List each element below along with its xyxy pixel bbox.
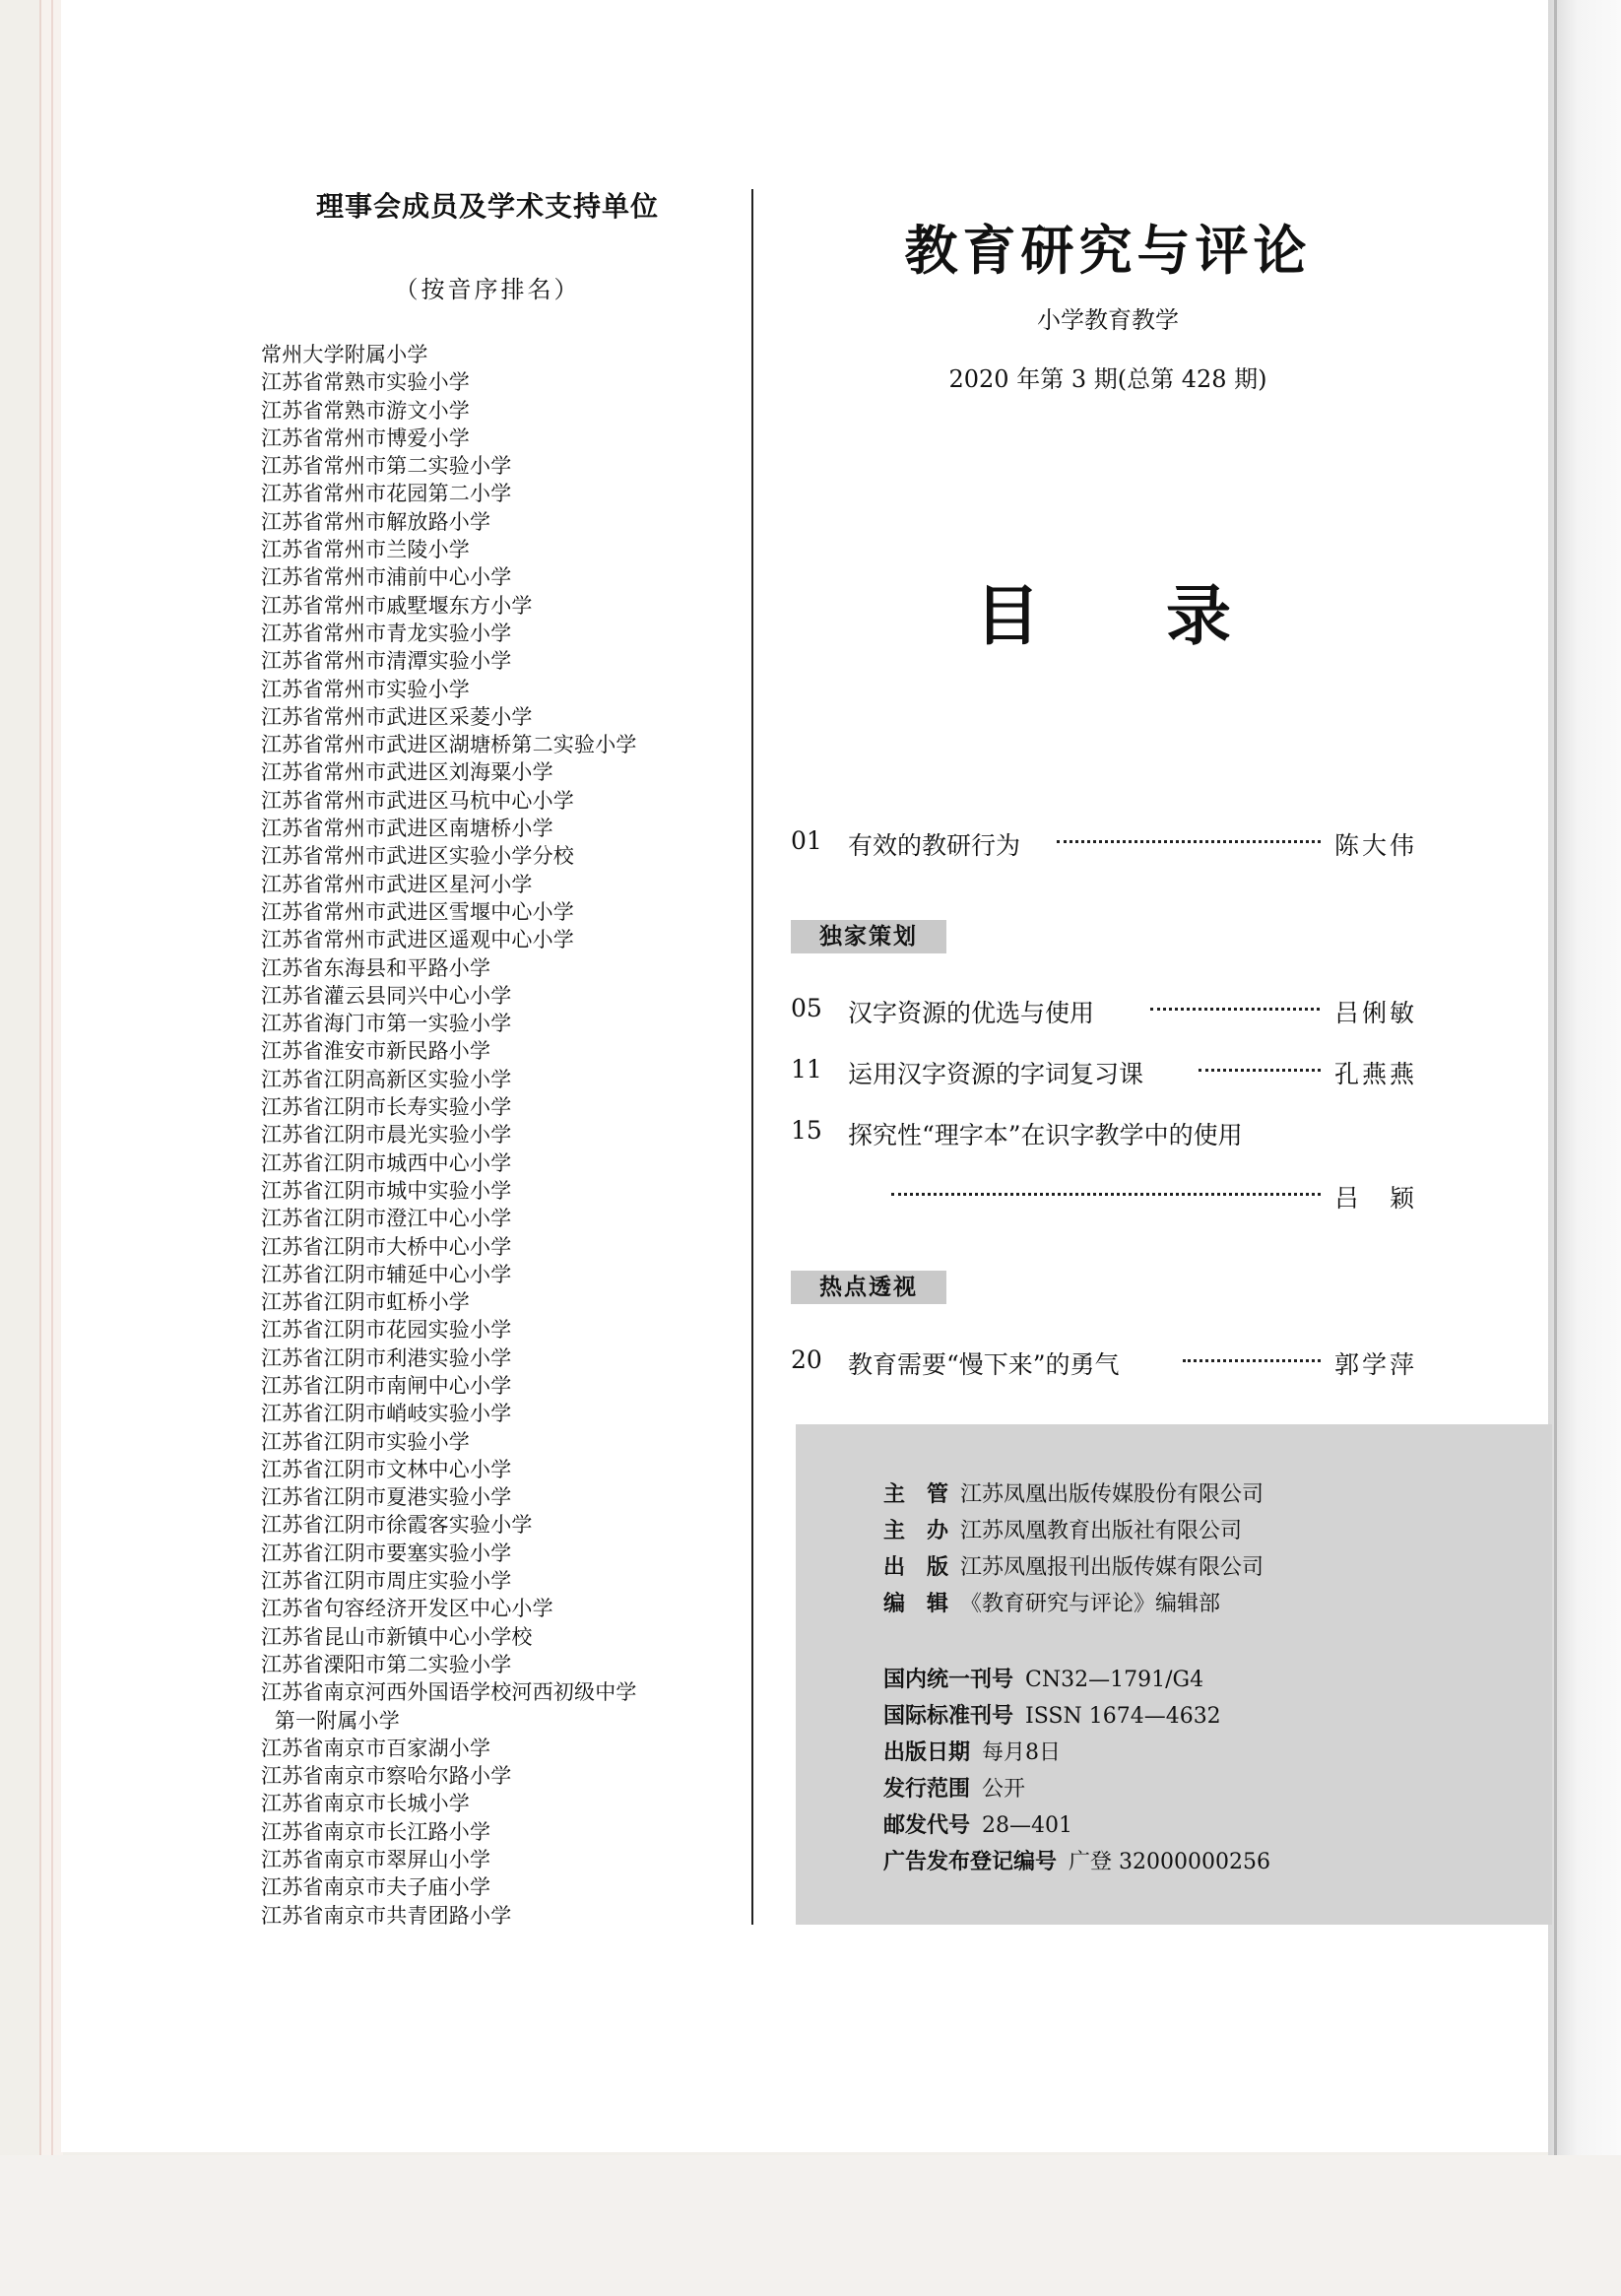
member-item: 江苏省江阴市城中实验小学	[261, 1178, 512, 1203]
info-value: 江苏凤凰出版传媒股份有限公司	[960, 1482, 1264, 1507]
member-item: 江苏省江阴市城西中心小学	[261, 1150, 512, 1175]
member-item: 江苏省江阴高新区实验小学	[261, 1067, 512, 1091]
info-row-issn	[883, 1699, 1221, 1730]
info-key: 广告发布登记编号	[883, 1850, 1058, 1874]
section-label-hot-topics: 热点透视	[791, 1271, 946, 1304]
member-item: 江苏省江阴市文林中心小学	[261, 1457, 512, 1481]
column-divider	[751, 189, 753, 1925]
journal-title: 教育研究与评论	[904, 220, 1312, 282]
member-item: 江苏省南京市翠屏山小学	[261, 1848, 491, 1872]
toc-entry-author: 孔燕燕	[1333, 1060, 1417, 1088]
toc-entry-title: 有效的教研行为	[848, 831, 1021, 860]
toc-entry-page: 01	[791, 826, 822, 855]
info-row-postal-code	[883, 1808, 1072, 1839]
toc-leader-dots	[1199, 1065, 1321, 1072]
toc-entry-page: 11	[791, 1055, 822, 1083]
member-item: 江苏省常州市武进区采菱小学	[261, 704, 533, 729]
member-item: 江苏省东海县和平路小学	[261, 955, 491, 980]
member-item: 江苏省南京市夫子庙小学	[261, 1875, 491, 1900]
member-item: 江苏省江阴市长寿实验小学	[261, 1095, 512, 1120]
member-item: 常州大学附属小学	[261, 343, 428, 366]
scan-bottom-margin	[0, 2155, 1621, 2296]
info-value: 28—401	[982, 1813, 1073, 1838]
member-item: 江苏省江阴市峭岐实验小学	[261, 1402, 512, 1426]
member-item: 江苏省江阴市虹桥小学	[261, 1290, 470, 1315]
page-edge-right	[1548, 0, 1621, 2296]
member-item: 江苏省南京市共青团路小学	[261, 1903, 512, 1928]
member-item: 江苏省南京市百家湖小学	[261, 1736, 491, 1760]
toc-entry-page: 15	[791, 1116, 822, 1145]
info-row-ad-license	[883, 1845, 1270, 1875]
member-item: 江苏省常州市实验小学	[261, 677, 470, 701]
member-item: 第一附属小学	[261, 1708, 400, 1733]
member-item: 江苏省常州市武进区马杭中心小学	[261, 788, 574, 813]
toc-entry[interactable]	[791, 1116, 1417, 1214]
info-value: 每月8日	[982, 1740, 1062, 1765]
section-label-exclusive: 独家策划	[791, 920, 946, 953]
member-item: 江苏省南京市察哈尔路小学	[261, 1764, 512, 1789]
member-item: 江苏省南京市长城小学	[261, 1792, 470, 1816]
info-key: 主 办	[883, 1519, 949, 1543]
info-key: 发行范围	[883, 1777, 971, 1802]
info-value: 公开	[982, 1777, 1026, 1802]
member-item: 江苏省常州市武进区南塘桥小学	[261, 817, 553, 841]
page-edge-line	[51, 0, 53, 2157]
toc-entry-title: 运用汉字资源的字词复习课	[848, 1060, 1144, 1088]
member-item: 江苏省常州市花园第二小学	[261, 482, 512, 506]
toc-leader-dots	[1183, 1355, 1321, 1362]
member-item: 江苏省灌云县同兴中心小学	[261, 983, 512, 1008]
toc-entry-author: 陈大伟	[1333, 831, 1417, 860]
info-value: 江苏凤凰教育出版社有限公司	[960, 1519, 1243, 1543]
info-value: ISSN 1674—4632	[1025, 1704, 1221, 1729]
toc-entry[interactable]	[791, 826, 1417, 860]
members-title: 理事会成员及学术支持单位	[315, 190, 659, 223]
member-item: 江苏省南京市长江路小学	[261, 1819, 491, 1844]
toc-entry-title: 教育需要“慢下来”的勇气	[848, 1350, 1120, 1379]
info-row-date	[883, 1736, 1061, 1766]
info-row-publisher	[883, 1550, 1264, 1581]
info-key: 国际标准刊号	[883, 1704, 1014, 1729]
info-row-distribution	[883, 1772, 1025, 1803]
member-item: 江苏省常州市博爱小学	[261, 426, 470, 450]
member-item: 江苏省常州市解放路小学	[261, 509, 491, 534]
member-item: 江苏省江阴市徐霞客实验小学	[261, 1513, 533, 1538]
member-item: 江苏省江阴市周庄实验小学	[261, 1569, 512, 1594]
info-key: 出 版	[883, 1555, 949, 1580]
member-item: 江苏省江阴市晨光实验小学	[261, 1123, 512, 1148]
member-item: 江苏省常州市武进区实验小学分校	[261, 844, 574, 869]
toc-entry[interactable]	[791, 994, 1417, 1027]
member-item: 江苏省江阴市利港实验小学	[261, 1345, 512, 1370]
toc-entry[interactable]	[791, 1055, 1417, 1088]
info-value: 江苏凤凰报刊出版传媒有限公司	[960, 1555, 1264, 1580]
member-item: 江苏省江阴市花园实验小学	[261, 1318, 512, 1343]
info-value: CN32—1791/G4	[1025, 1668, 1204, 1692]
member-item: 江苏省常州市武进区遥观中心小学	[261, 928, 574, 952]
info-key: 编 辑	[883, 1592, 949, 1616]
member-item: 江苏省江阴市辅延中心小学	[261, 1262, 512, 1286]
info-key: 邮发代号	[883, 1813, 971, 1838]
info-key: 主 管	[883, 1482, 949, 1507]
toc-entry[interactable]	[791, 1345, 1417, 1379]
member-item: 江苏省常州市第二实验小学	[261, 454, 512, 479]
toc-entry-page: 05	[791, 994, 822, 1022]
member-item: 江苏省江阴市实验小学	[261, 1429, 470, 1454]
member-item: 江苏省常州市清潭实验小学	[261, 649, 512, 674]
members-subtitle: （按音序排名）	[394, 276, 581, 303]
member-item: 江苏省常州市武进区湖塘桥第二实验小学	[261, 733, 637, 757]
toc-leader-dots	[1150, 1004, 1320, 1011]
member-item: 江苏省常熟市实验小学	[261, 370, 470, 395]
member-item: 江苏省江阴市要塞实验小学	[261, 1541, 512, 1565]
members-list	[261, 341, 637, 1930]
toc-entry-author: 郭学萍	[1333, 1350, 1417, 1379]
member-item: 江苏省常州市戚墅堰东方小学	[261, 593, 533, 618]
toc-entry-author: 吕俐敏	[1333, 999, 1417, 1027]
member-item: 江苏省常州市浦前中心小学	[261, 565, 512, 590]
member-item: 江苏省常州市武进区雪堰中心小学	[261, 899, 574, 924]
toc-leader-dots	[891, 1189, 1321, 1196]
info-row-supervisor	[883, 1477, 1264, 1508]
info-value: 《教育研究与评论》编辑部	[960, 1592, 1221, 1616]
member-item: 江苏省江阴市南闸中心小学	[261, 1373, 512, 1398]
member-item: 江苏省常州市青龙实验小学	[261, 621, 512, 645]
member-item: 江苏省海门市第一实验小学	[261, 1012, 512, 1036]
member-item: 江苏省昆山市新镇中心小学校	[261, 1624, 533, 1649]
member-item: 江苏省常州市武进区星河小学	[261, 872, 533, 896]
info-row-cn	[883, 1663, 1203, 1693]
member-item: 江苏省溧阳市第二实验小学	[261, 1652, 512, 1676]
member-item: 江苏省常州市兰陵小学	[261, 538, 470, 562]
toc-entry-title: 汉字资源的优选与使用	[848, 999, 1095, 1027]
toc-heading-char-1: 目	[975, 578, 1040, 654]
journal-subtitle: 小学教育教学	[1037, 306, 1179, 334]
journal-issue: 2020 年第 3 期(总第 428 期)	[948, 365, 1267, 393]
info-value: 广登 32000000256	[1069, 1850, 1270, 1874]
toc-entry-author: 吕 颖	[1333, 1184, 1417, 1213]
toc-leader-dots	[1057, 836, 1321, 843]
page-edge-right-line	[1554, 0, 1557, 2296]
toc-entry-title: 探究性“理字本”在识字教学中的使用	[848, 1121, 1243, 1149]
info-key: 出版日期	[883, 1740, 971, 1765]
member-item: 江苏省南京河西外国语学校河西初级中学	[261, 1680, 637, 1705]
toc-heading	[975, 563, 1231, 657]
toc-heading-char-2: 录	[1166, 578, 1231, 654]
member-item: 江苏省淮安市新民路小学	[261, 1039, 491, 1064]
info-row-sponsor	[883, 1514, 1242, 1544]
member-item: 江苏省江阴市澄江中心小学	[261, 1207, 512, 1231]
info-row-editor	[883, 1587, 1220, 1617]
member-item: 江苏省常熟市游文小学	[261, 398, 470, 423]
info-key: 国内统一刊号	[883, 1668, 1014, 1692]
member-item: 江苏省江阴市夏港实验小学	[261, 1485, 512, 1510]
member-item: 江苏省句容经济开发区中心小学	[261, 1597, 553, 1621]
member-item: 江苏省江阴市大桥中心小学	[261, 1234, 512, 1259]
toc-entry-page: 20	[791, 1345, 822, 1374]
member-item: 江苏省常州市武进区刘海粟小学	[261, 760, 553, 785]
